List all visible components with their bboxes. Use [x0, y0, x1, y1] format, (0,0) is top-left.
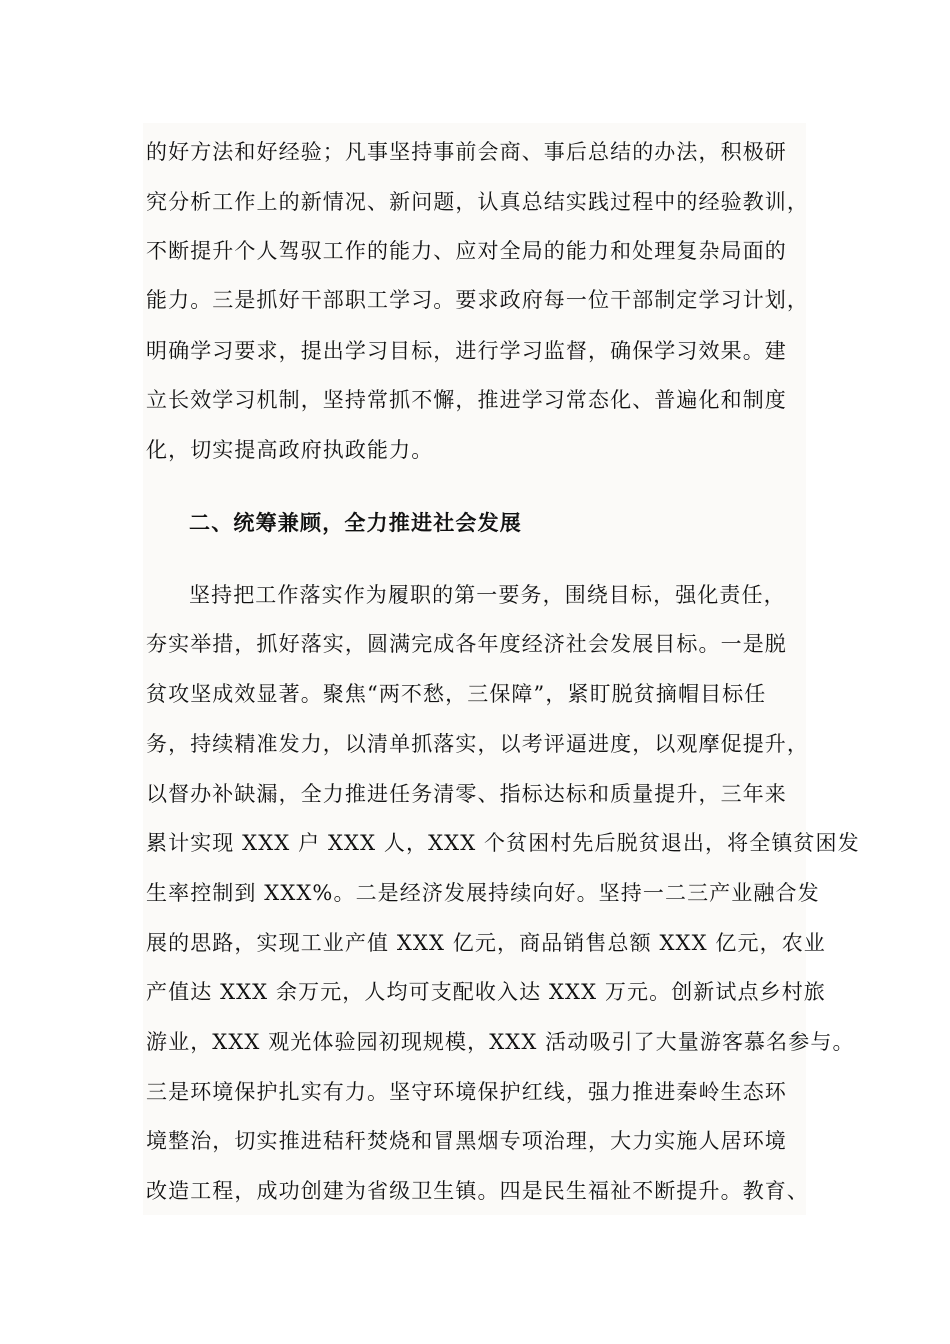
- paragraph-2-line-13: 改造工程，成功创建为省级卫生镇。四是民生福祉不断提升。教育、: [146, 1179, 809, 1203]
- paragraph-2-line-7: 生率控制到 XXX%。二是经济发展持续向好。坚持一二三产业融合发: [146, 881, 820, 905]
- section-heading: 二、统筹兼顾，全力推进社会发展: [189, 510, 522, 535]
- paragraph-1-line-7: 化，切实提高政府执政能力。: [146, 438, 434, 462]
- paragraph-2-line-8: 展的思路，实现工业产值 XXX 亿元，商品销售总额 XXX 亿元，农业: [146, 931, 826, 955]
- paragraph-2-line-11: 三是环境保护扎实有力。坚守环境保护红线，强力推进秦岭生态环: [146, 1080, 787, 1104]
- paragraph-1-line-2: 究分析工作上的新情况、新问题，认真总结实践过程中的经验教训，: [146, 190, 809, 214]
- paragraph-2-line-3: 贫攻坚成效显著。聚焦“两不愁，三保障”，紧盯脱贫摘帽目标任: [146, 682, 767, 706]
- paragraph-2-line-6: 累计实现 XXX 户 XXX 人，XXX 个贫困村先后脱贫退出，将全镇贫困发: [146, 831, 860, 855]
- paragraph-1-line-4: 能力。三是抓好干部职工学习。要求政府每一位干部制定学习计划，: [146, 288, 809, 312]
- paragraph-2-line-9: 产值达 XXX 余万元，人均可支配收入达 XXX 万元。创新试点乡村旅: [146, 980, 826, 1004]
- paragraph-2-line-5: 以督办补缺漏，全力推进任务清零、指标达标和质量提升，三年来: [146, 782, 787, 806]
- paragraph-2-line-10: 游业，XXX 观光体验园初现规模，XXX 活动吸引了大量游客慕名参与。: [146, 1030, 855, 1054]
- paragraph-2-line-12: 境整治，切实推进秸秆焚烧和冒黑烟专项治理，大力实施人居环境: [146, 1129, 787, 1153]
- paragraph-1-line-6: 立长效学习机制，坚持常抓不懈，推进学习常态化、普遍化和制度: [146, 388, 787, 412]
- paragraph-1-line-5: 明确学习要求，提出学习目标，进行学习监督，确保学习效果。建: [146, 339, 787, 363]
- paragraph-1-line-1: 的好方法和好经验；凡事坚持事前会商、事后总结的办法，积极研: [146, 140, 787, 164]
- paragraph-2-line-4: 务，持续精准发力，以清单抓落实，以考评逼进度，以观摩促提升，: [146, 732, 809, 756]
- paragraph-2-line-1: 坚持把工作落实作为履职的第一要务，围绕目标，强化责任，: [189, 583, 786, 607]
- paragraph-2-line-2: 夯实举措，抓好落实，圆满完成各年度经济社会发展目标。一是脱: [146, 632, 787, 656]
- paragraph-1-line-3: 不断提升个人驾驭工作的能力、应对全局的能力和处理复杂局面的: [146, 239, 787, 263]
